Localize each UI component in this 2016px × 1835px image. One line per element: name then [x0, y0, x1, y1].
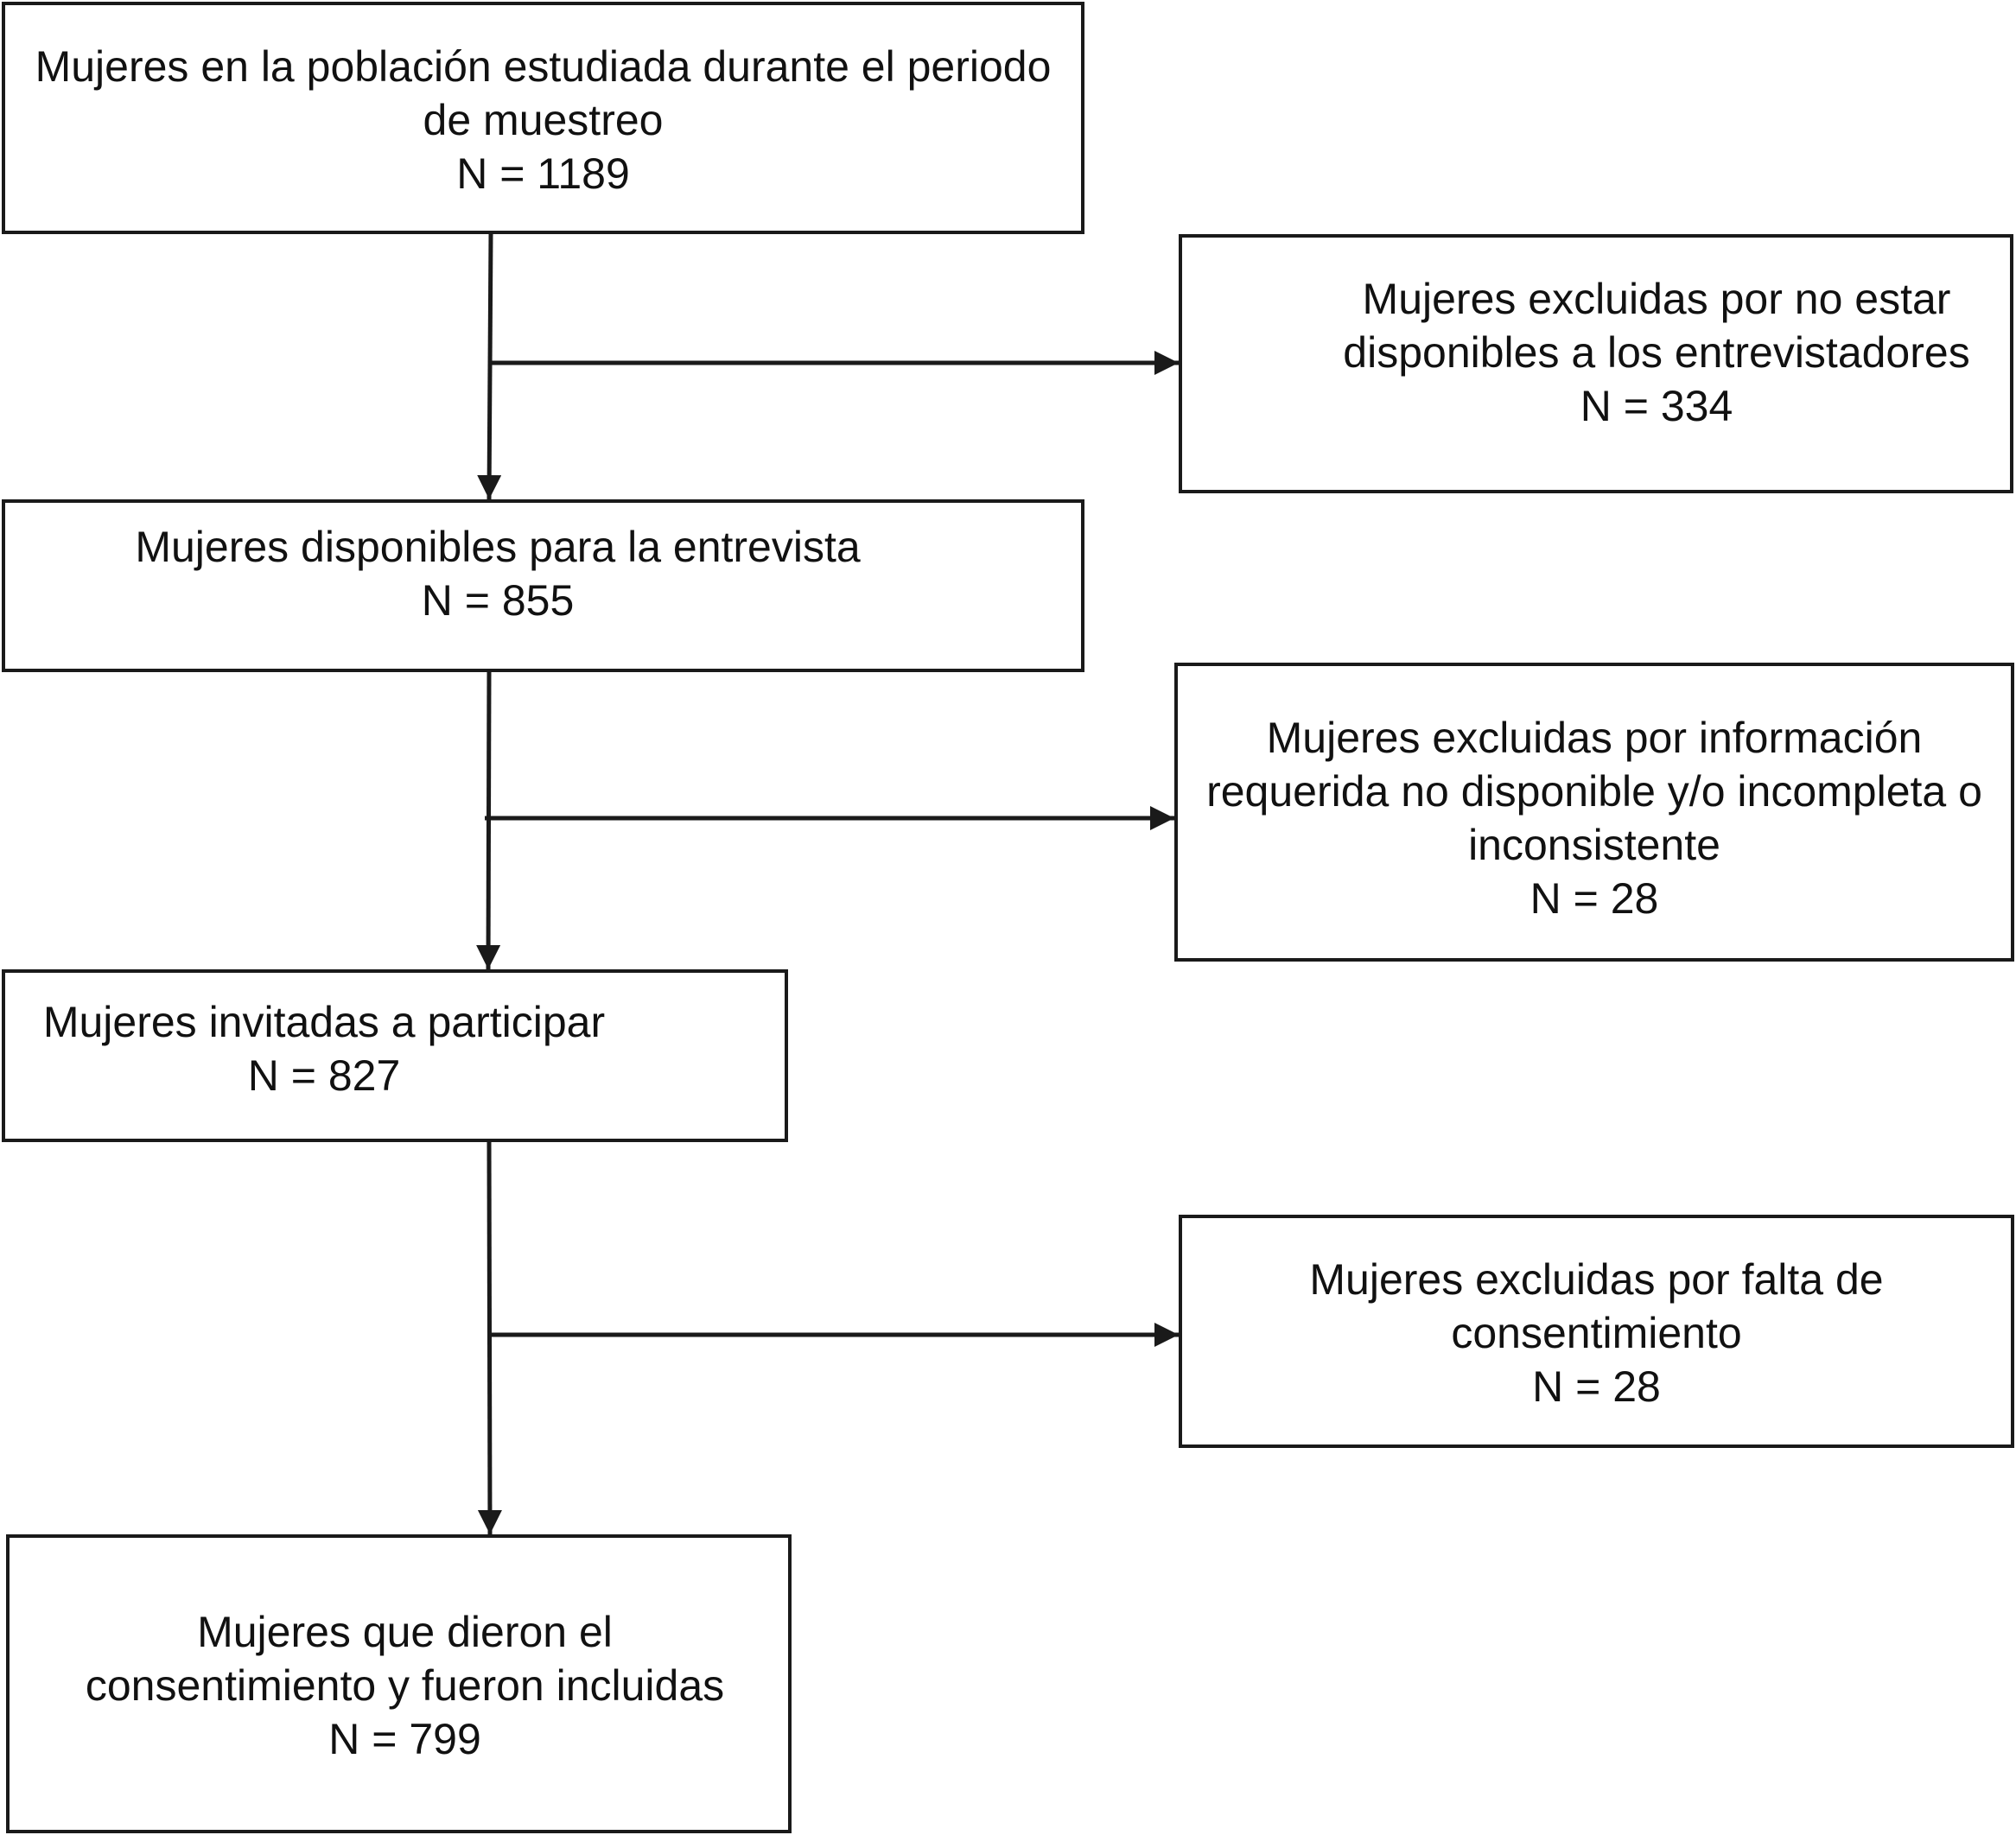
- population-line-1: Mujeres en la población estudiada durante el periodo: [35, 42, 1052, 91]
- arrow-available-to-invited: [488, 672, 489, 969]
- included-line-2: consentimiento y fueron incluidas: [85, 1661, 725, 1710]
- excluded-incomplete-line-1: Mujeres excluidas por información: [1266, 714, 1923, 762]
- excluded-incomplete-line-2: requerida no disponible y/o incompleta o: [1206, 767, 1982, 816]
- population-line-2: de muestreo: [423, 96, 664, 144]
- included-count: N = 799: [328, 1715, 481, 1763]
- excluded-no-consent-count: N = 28: [1532, 1362, 1661, 1411]
- included-box: [6, 1534, 792, 1833]
- available-box: [2, 499, 1084, 672]
- excluded-unavailable-line-2: disponibles a los entrevistadores: [1343, 328, 1970, 377]
- population-count: N = 1189: [456, 149, 630, 198]
- excluded-unavailable-line-1: Mujeres excluidas por no estar: [1362, 275, 1951, 323]
- excluded-unavailable-box: [1179, 234, 2013, 493]
- invited-line-1: Mujeres invitadas a participar: [42, 998, 606, 1046]
- invited-box: [2, 969, 788, 1142]
- excluded-no-consent-line-2: consentimiento: [1451, 1309, 1742, 1357]
- population-box: [2, 2, 1084, 234]
- included-line-1: Mujeres que dieron el: [197, 1608, 613, 1656]
- excluded-no-consent-box: [1179, 1215, 2014, 1448]
- available-line-1: Mujeres disponibles para la entrevista: [135, 523, 861, 571]
- excluded-incomplete-box: [1174, 663, 2014, 962]
- excluded-incomplete-line-3: inconsistente: [1468, 821, 1720, 869]
- arrow-population-to-available: [489, 234, 491, 499]
- invited-count: N = 827: [247, 1051, 401, 1100]
- excluded-unavailable-count: N = 334: [1580, 382, 1733, 430]
- excluded-no-consent-line-1: Mujeres excluidas por falta de: [1309, 1255, 1884, 1304]
- available-count: N = 855: [421, 576, 575, 625]
- arrow-invited-to-included: [489, 1142, 490, 1534]
- excluded-incomplete-count: N = 28: [1529, 874, 1659, 923]
